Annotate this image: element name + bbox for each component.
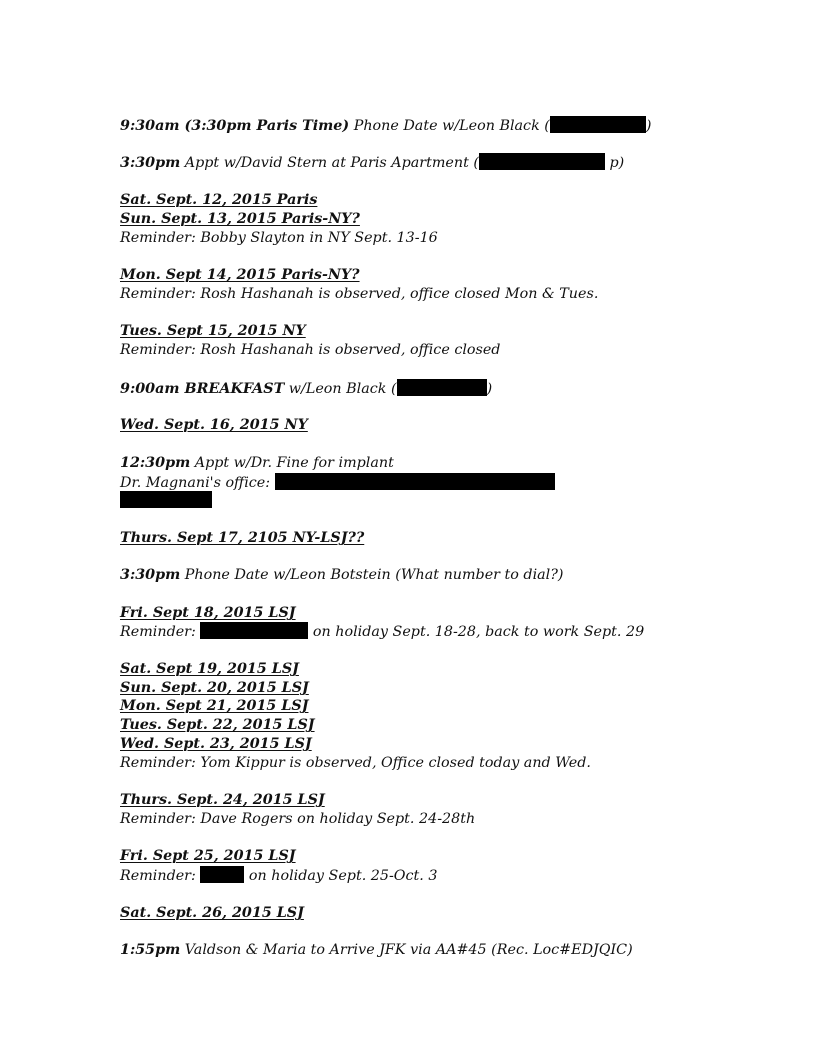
schedule-entry <box>120 153 624 172</box>
reminder-text: Reminder: Rosh Hashanah is observed, office closed <box>120 342 501 358</box>
entry-text: Phone Date w/Leon Botstein (What number to dial?) <box>180 567 564 583</box>
entry-time: 9:30am (3:30pm Paris Time) <box>120 118 350 134</box>
date-heading: Tues. Sept 15, 2015 NY <box>120 323 306 339</box>
entry-time: 3:30pm <box>120 155 181 171</box>
reminder-text <box>120 866 437 885</box>
entry-time: 12:30pm <box>120 455 191 471</box>
reminder-text <box>120 622 644 641</box>
date-heading: Thurs. Sept 17, 2105 NY-LSJ?? <box>120 530 365 546</box>
entry-text-end: on holiday Sept. 25-Oct. 3 <box>244 868 438 884</box>
redaction-box <box>120 491 212 508</box>
entry-text: Valdson & Maria to Arrive JFK via AA#45 (Rec. Loc#EDJQIC) <box>180 942 633 958</box>
entry-text: Reminder: <box>120 868 201 884</box>
schedule-entry <box>120 941 633 959</box>
date-heading: Wed. Sept. 16, 2015 NY <box>120 417 308 433</box>
reminder-text: Reminder: Rosh Hashanah is observed, office closed Mon & Tues. <box>120 286 599 302</box>
reminder-text: Reminder: Bobby Slayton in NY Sept. 13-16 <box>120 230 438 246</box>
date-heading: Mon. Sept 21, 2015 LSJ <box>120 698 309 714</box>
redaction-box <box>479 153 605 170</box>
redaction-box <box>275 473 555 490</box>
reminder-text: Reminder: Dave Rogers on holiday Sept. 24-28th <box>120 811 476 827</box>
entry-time: 1:55pm <box>120 942 181 958</box>
date-heading: Fri. Sept 25, 2015 LSJ <box>120 848 296 864</box>
entry-text-end: ) <box>486 381 493 397</box>
entry-text: w/Leon Black ( <box>284 381 397 397</box>
date-heading: Sat. Sept 19, 2015 LSJ <box>120 661 299 677</box>
entry-time: 9:00am BREAKFAST <box>120 381 285 397</box>
date-heading: Thurs. Sept. 24, 2015 LSJ <box>120 792 325 808</box>
schedule-entry <box>120 566 564 584</box>
redaction-box <box>550 116 646 133</box>
entry-text: Appt w/Dr. Fine for implant <box>190 455 394 471</box>
redaction-box <box>200 622 308 639</box>
entry-text-end: ) <box>645 118 652 134</box>
date-heading: Tues. Sept. 22, 2015 LSJ <box>120 717 315 733</box>
date-heading: Fri. Sept 18, 2015 LSJ <box>120 605 296 621</box>
date-heading: Mon. Sept 14, 2015 Paris-NY? <box>120 267 360 283</box>
office-line <box>120 473 555 492</box>
reminder-text: Reminder: Yom Kippur is observed, Office closed today and Wed. <box>120 755 591 771</box>
entry-text-end: on holiday Sept. 18-28, back to work Sept. 29 <box>308 624 645 640</box>
redaction-box <box>397 379 487 396</box>
entry-text: Reminder: <box>120 624 201 640</box>
entry-text: Phone Date w/Leon Black ( <box>349 118 550 134</box>
entry-text: Dr. Magnani's office: <box>120 475 275 491</box>
date-heading: Sun. Sept. 13, 2015 Paris-NY? <box>120 211 360 227</box>
date-heading: Sat. Sept. 26, 2015 LSJ <box>120 905 304 921</box>
schedule-entry <box>120 379 492 398</box>
redaction-box <box>200 866 244 883</box>
schedule-entry <box>120 454 394 472</box>
entry-time: 3:30pm <box>120 567 181 583</box>
schedule-entry <box>120 116 651 135</box>
entry-text-end: p) <box>604 155 625 171</box>
date-heading: Wed. Sept. 23, 2015 LSJ <box>120 736 312 752</box>
date-heading: Sat. Sept. 12, 2015 Paris <box>120 192 318 208</box>
entry-text: Appt w/David Stern at Paris Apartment ( <box>180 155 479 171</box>
date-heading: Sun. Sept. 20, 2015 LSJ <box>120 680 309 696</box>
